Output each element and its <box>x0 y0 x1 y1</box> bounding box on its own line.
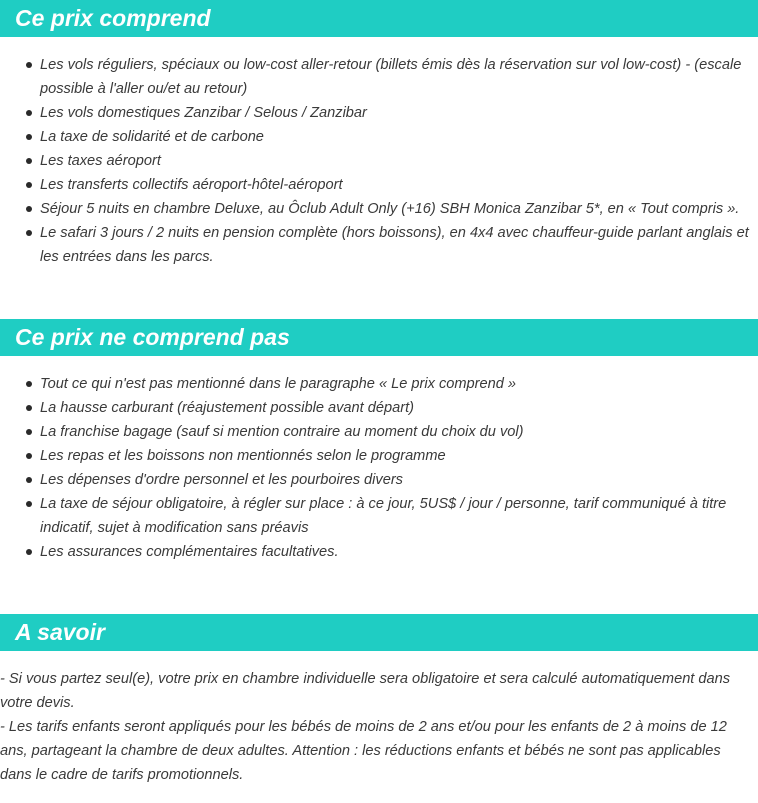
list-item: Séjour 5 nuits en chambre Deluxe, au Ôclub Adult Only (+16) SBH Monica Zanzibar 5*, en « Tout compris ». <box>0 197 758 221</box>
list-item: Les repas et les boissons non mentionnés selon le programme <box>0 444 758 468</box>
a-savoir-content <box>0 667 752 787</box>
list-item: La taxe de séjour obligatoire, à régler sur place : à ce jour, 5US$ / jour / personne, tarif communiqué à titre indicatif, sujet à modification sans préavis <box>0 492 758 540</box>
list-item: Les dépenses d'ordre personnel et les pourboires divers <box>0 468 758 492</box>
list-item: Les transferts collectifs aéroport-hôtel-aéroport <box>0 173 758 197</box>
section-header-prix-comprend: Ce prix comprend <box>0 0 758 37</box>
list-item: La taxe de solidarité et de carbone <box>0 125 758 149</box>
list-item: La franchise bagage (sauf si mention contraire au moment du choix du vol) <box>0 420 758 444</box>
list-item: Les taxes aéroport <box>0 149 758 173</box>
list-item: La hausse carburant (réajustement possible avant départ) <box>0 396 758 420</box>
prix-comprend-list <box>0 53 758 269</box>
section-header-a-savoir: A savoir <box>0 614 758 651</box>
list-item: Tout ce qui n'est pas mentionné dans le paragraphe « Le prix comprend » <box>0 372 758 396</box>
list-item: Les vols réguliers, spéciaux ou low-cost aller-retour (billets émis dès la réservation sur vol low-cost) - (escale possible à l'aller ou/et au retour) <box>0 53 758 101</box>
list-item: Les vols domestiques Zanzibar / Selous / Zanzibar <box>0 101 758 125</box>
list-item: Le safari 3 jours / 2 nuits en pension complète (hors boissons), en 4x4 avec chauffeur-guide parlant anglais et les entrées dans les parcs. <box>0 221 758 269</box>
a-savoir-paragraph: - Si vous partez seul(e), votre prix en chambre individuelle sera obligatoire et sera calculé automatiquement dans votre devis. <box>0 671 731 711</box>
list-item: Les assurances complémentaires facultatives. <box>0 540 758 564</box>
section-header-prix-ne-comprend-pas: Ce prix ne comprend pas <box>0 319 758 356</box>
prix-ne-comprend-pas-list <box>0 372 758 564</box>
a-savoir-paragraph: - Les tarifs enfants seront appliqués pour les bébés de moins de 2 ans et/ou pour les enfants de 2 à moins de 12 ans, partageant la chambre de deux adultes. Attention : les réductions enfants et bébés ne sont pas applicables dans le cadre de tarifs promotionnels. <box>0 719 727 783</box>
